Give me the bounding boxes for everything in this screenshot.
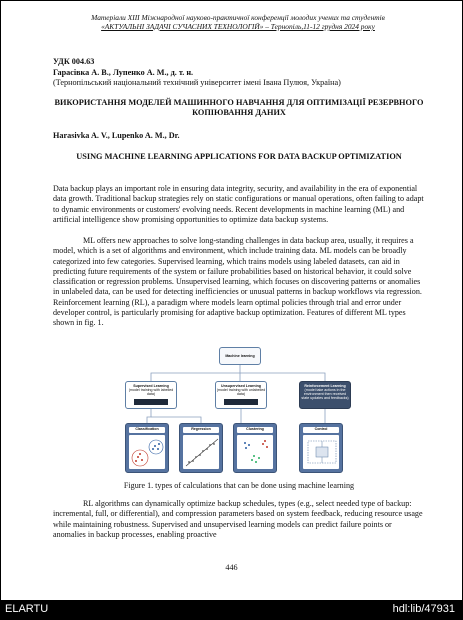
reinforcement-desc: (model take actions in the environment then received state updates and feedbacks) [301,387,349,400]
reinforcement-title: Reinforcement Learning [304,384,346,388]
title-ukrainian: ВИКОРИСТАННЯ МОДЕЛЕЙ МАШИННОГО НАВЧАННЯ ДЛЯ ОПТИМІЗАЦІЇ РЕЗЕРВНОГО КОПІЮВАННЯ ДАНИХ [54,98,424,118]
control-diagram [303,435,341,469]
clustering-illustration [237,435,273,469]
control-label: Control [303,427,339,433]
paragraph-intro: Data backup plays an important role in ensuring data integrity, security, and availability in the era of exponential data growth. Traditional backup strategies rely on static configurations or manual operations, often failing to adapt to dynamic environments or customers' evolving needs. Recent developments in machine learning (ML) and artificial intelligence show promising opportunities to optimize data backup systems. [53,184,424,224]
control-box [299,423,343,473]
unsupervised-illustration [224,399,258,405]
control-illustration [303,435,339,469]
title-english: USING MACHINE LEARNING APPLICATIONS FOR DATA BACKUP OPTIMIZATION [76,152,402,161]
conference-header [53,14,423,32]
clustering-label: Clustering [237,427,273,433]
handle-link[interactable]: hdl:lib/47931 [392,603,455,615]
supervised-title: Supervised Learning [133,384,169,388]
conference-header-line1: Матеріали XIII Міжнародної науково-практичної конференції молодих учених та студентів [91,13,385,22]
supervised-illustration [134,399,168,405]
classification-label: Classification [129,427,165,433]
document-page [1,1,462,600]
affiliation: (Тернопільський національний технічний університет імені Івана Пулюя, Україна) [53,78,341,87]
paragraph-rl-algorithms: RL algorithms can dynamically optimize backup schedules, types (e.g., select needed type of backup: incremental, full, or differential), and compression parameters based on system feedback, reducing resource usage while maintaining robustness. Supervised and unsupervised learning models can predict failure points or anomalies in backup processes, enabling proactive [53,499,423,539]
udk-code: УДК 004.63 [53,57,95,66]
conference-header-line2: «АКТУАЛЬНІ ЗАДАЧІ СУЧАСНИХ ТЕХНОЛОГІЙ» – Тернопіль,11-12 грудня 2024 року [101,21,375,31]
figure-root-box: Machine learning [219,347,261,365]
classification-box [125,423,169,473]
page-number: 446 [225,563,238,572]
regression-illustration [183,435,219,469]
unsupervised-title: Unsupervised Learning [221,384,261,388]
figure-caption: Figure 1. types of calculations that can be done using machine learning [123,481,355,490]
authors-ukrainian: Гарасівка А. В., Лупенко А. М., д. т. н. [53,68,194,77]
reinforcement-learning-box [299,381,351,409]
unsupervised-learning-box [215,381,267,409]
ml-types-figure [125,347,355,475]
clustering-plot [237,435,275,469]
unsupervised-desc: (model training with unlabelled data) [216,387,266,396]
classification-illustration [129,435,165,469]
repository-footer [0,600,463,620]
supervised-desc: (model training with labelled data) [128,387,174,396]
regression-label: Regression [183,427,219,433]
clustering-box [233,423,277,473]
regression-plot [183,435,221,469]
repository-name[interactable]: ELARTU [5,603,49,615]
classification-plot [129,435,167,469]
paragraph-ml-types: ML offers new approaches to solve long-standing challenges in data backup area, usually, it requires a model, which is a set of algorithms and environment, which include training data. ML models can be broadly categorized into few categories. Supervised learning, which trains models using labeled datasets, can aid in predicting future requirements of the system or failure probabilities based on historical behavior, it could solve classification or regression problems. Unsupervised learning, which focuses on discovering patterns or anomalies in unlabeled data, can be used for detecting inefficiencies or unusual patterns in backup workflows via regression. Reinforcement learning (RL), a paradigm where models learn optimal policies through trial and error under developer control, is particularly promising for adaptive backup optimization. Features of different ML types shown in fig. 1. [53,236,422,328]
supervised-learning-box [125,381,177,409]
regression-box [179,423,223,473]
authors-english: Harasivka A. V., Lupenko A. M., Dr. [53,131,180,140]
